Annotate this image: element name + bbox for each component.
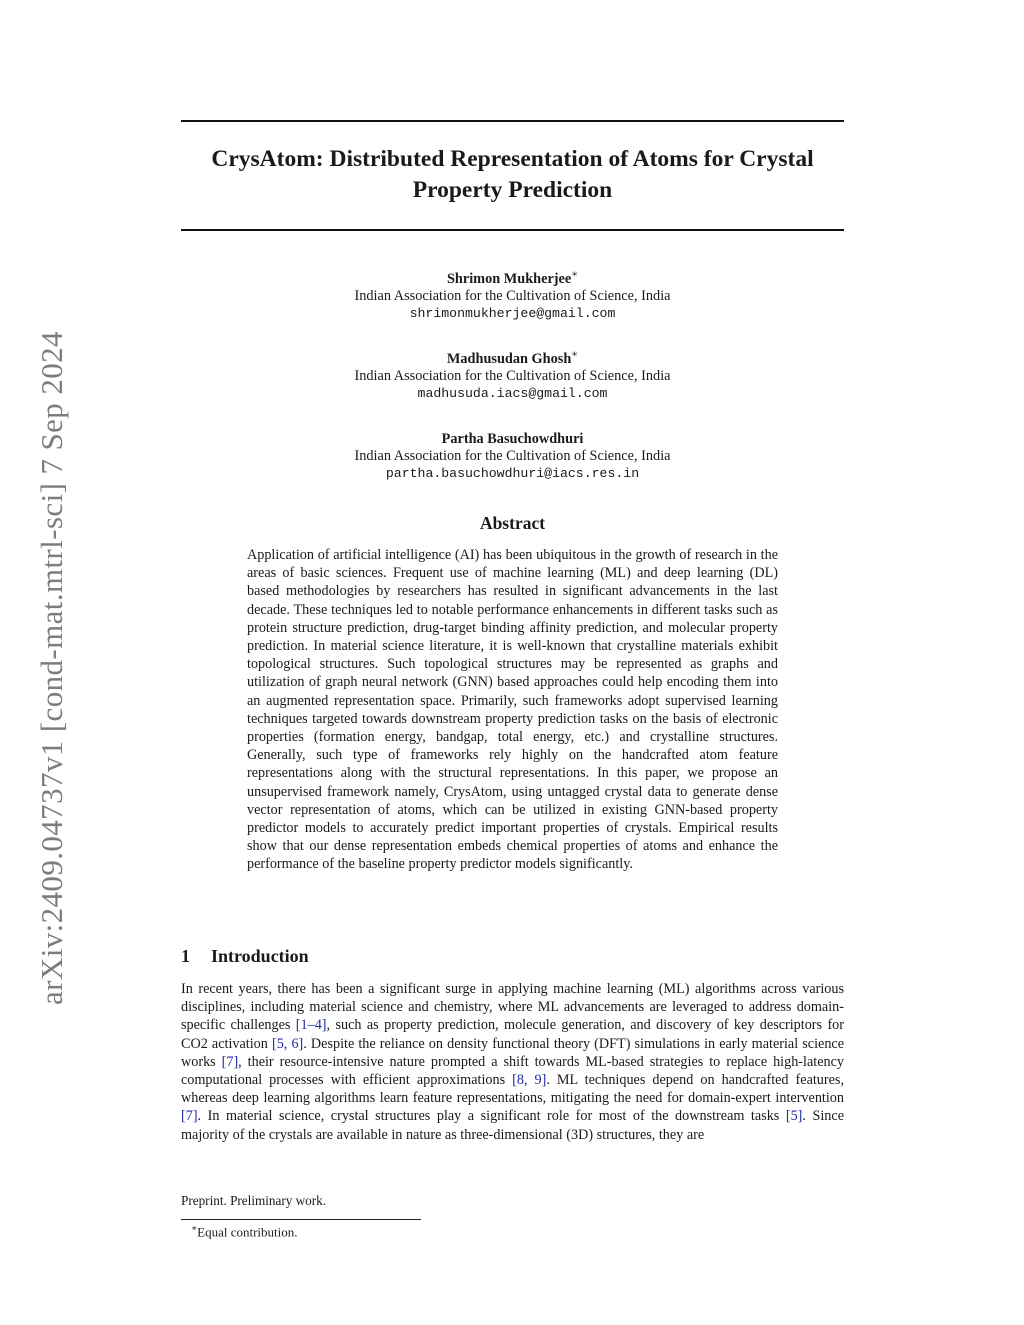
citation-link[interactable]: [7]	[181, 1108, 198, 1125]
section-title: Introduction	[211, 946, 309, 966]
citation-link[interactable]: [1–4]	[295, 1017, 327, 1034]
author-name: Shrimon Mukherjee	[446, 270, 572, 287]
paper-title	[181, 144, 844, 206]
intro-text: , their resource-intensive nature prompted a shift towards ML-based strategies to replace high-latency computational processes with efficient approximations	[181, 1053, 844, 1089]
author-affiliation: Indian Association for the Cultivation of Science, India	[354, 447, 671, 464]
author-affiliation: Indian Association for the Cultivation of Science, India	[354, 287, 671, 304]
abstract-text: Application of artificial intelligence (AI) has been ubiquitous in the growth of research in the areas of basic sciences. Frequent use of machine learning (ML) and deep learning (DL) based methodologies by researchers has resulted in significant advancements in the last decade. These techniques led to notable performance enhancements in different tasks such as protein structure prediction, drug-target binding affinity prediction, and molecular property prediction. In material science literature, it is well-known that crystalline materials exhibit topological structures. Such topological structures may be represented as graphs and utilization of graph neural network (GNN) based approaches could help encoding them into an augmented representation space. Primarily, such frameworks adopt supervised learning techniques targeted towards downstream property prediction tasks on the basis of electronic properties (formation energy, bandgap, total energy, etc.) and crystalline structures. Generally, such type of frameworks rely highly on the handcrafted atom feature representations along with the structural representations. In this paper, we propose an unsupervised framework namely, CrysAtom, using untagged crystal data to generate dense vector representation of atoms, which can be utilized in existing GNN-based property predictor models to accurately predict important properties of crystals. Empirical results show that our dense representation embeds chemical properties of atoms and enhance the performance of the baseline property predictor models significantly.	[247, 547, 778, 873]
title-line-1: CrysAtom: Distributed Representation of Atoms for Crystal	[211, 146, 814, 172]
footnote-rule	[181, 1219, 421, 1220]
title-rule-top	[181, 120, 844, 122]
footnote	[191, 1223, 298, 1240]
author-name: Madhusudan Ghosh	[446, 350, 572, 367]
citation-link[interactable]: [5]	[785, 1108, 803, 1125]
citation-link[interactable]: [7]	[221, 1053, 239, 1070]
author-email[interactable]: partha.basuchowdhuri@iacs.res.in	[385, 465, 640, 481]
author-name: Partha Basuchowdhuri	[441, 430, 584, 447]
title-rule-bottom	[181, 229, 844, 231]
intro-text: . ML techniques depend on handcrafted features, whereas deep learning algorithms learn feature representations, mitigating the need for domain-expert intervention	[181, 1072, 844, 1107]
preprint-note: Preprint. Preliminary work.	[181, 1193, 327, 1208]
equal-contribution-mark: ∗	[571, 349, 579, 360]
author-block-1	[181, 266, 844, 322]
citation-link[interactable]: [8, 9]	[512, 1072, 547, 1089]
footnote-mark: ∗	[191, 1223, 198, 1233]
equal-contribution-mark: ∗	[571, 269, 579, 280]
section-number: 1	[181, 946, 190, 966]
title-line-2: Property Prediction	[412, 177, 613, 203]
author-email[interactable]: shrimonmukherjee@gmail.com	[409, 305, 616, 321]
citation-link[interactable]: [5, 6]	[271, 1035, 304, 1052]
intro-text: In recent years, there has been a significant surge in applying machine learning (ML) algorithms across various disciplines, including material science and chemistry, where ML advancements are leveraged to address domain-specific challenges	[181, 981, 844, 1034]
author-affiliation: Indian Association for the Cultivation of Science, India	[354, 367, 671, 384]
section-heading	[181, 946, 309, 967]
author-block-3	[181, 426, 844, 482]
introduction-paragraph	[181, 980, 844, 1144]
footnote-text: Equal contribution.	[197, 1224, 298, 1240]
abstract-heading: Abstract	[479, 513, 546, 533]
intro-text: , such as property prediction, molecule generation, and discovery of key descriptors for CO2 activation	[181, 1017, 844, 1052]
intro-text: . Despite the reliance on density functional theory (DFT) simulations in early material science works	[181, 1035, 845, 1070]
arxiv-identifier-stamp: arXiv:2409.04737v1 [cond-mat.mtrl-sci] 7 Sep 2024	[34, 331, 69, 1005]
author-block-2	[181, 346, 844, 402]
intro-text: . In material science, crystal structures play a significant role for most of the downstream tasks	[197, 1108, 786, 1125]
intro-text: . Since majority of the crystals are available in nature as three-dimensional (3D) structures, they are	[181, 1108, 844, 1143]
author-email[interactable]: madhusuda.iacs@gmail.com	[417, 385, 608, 401]
